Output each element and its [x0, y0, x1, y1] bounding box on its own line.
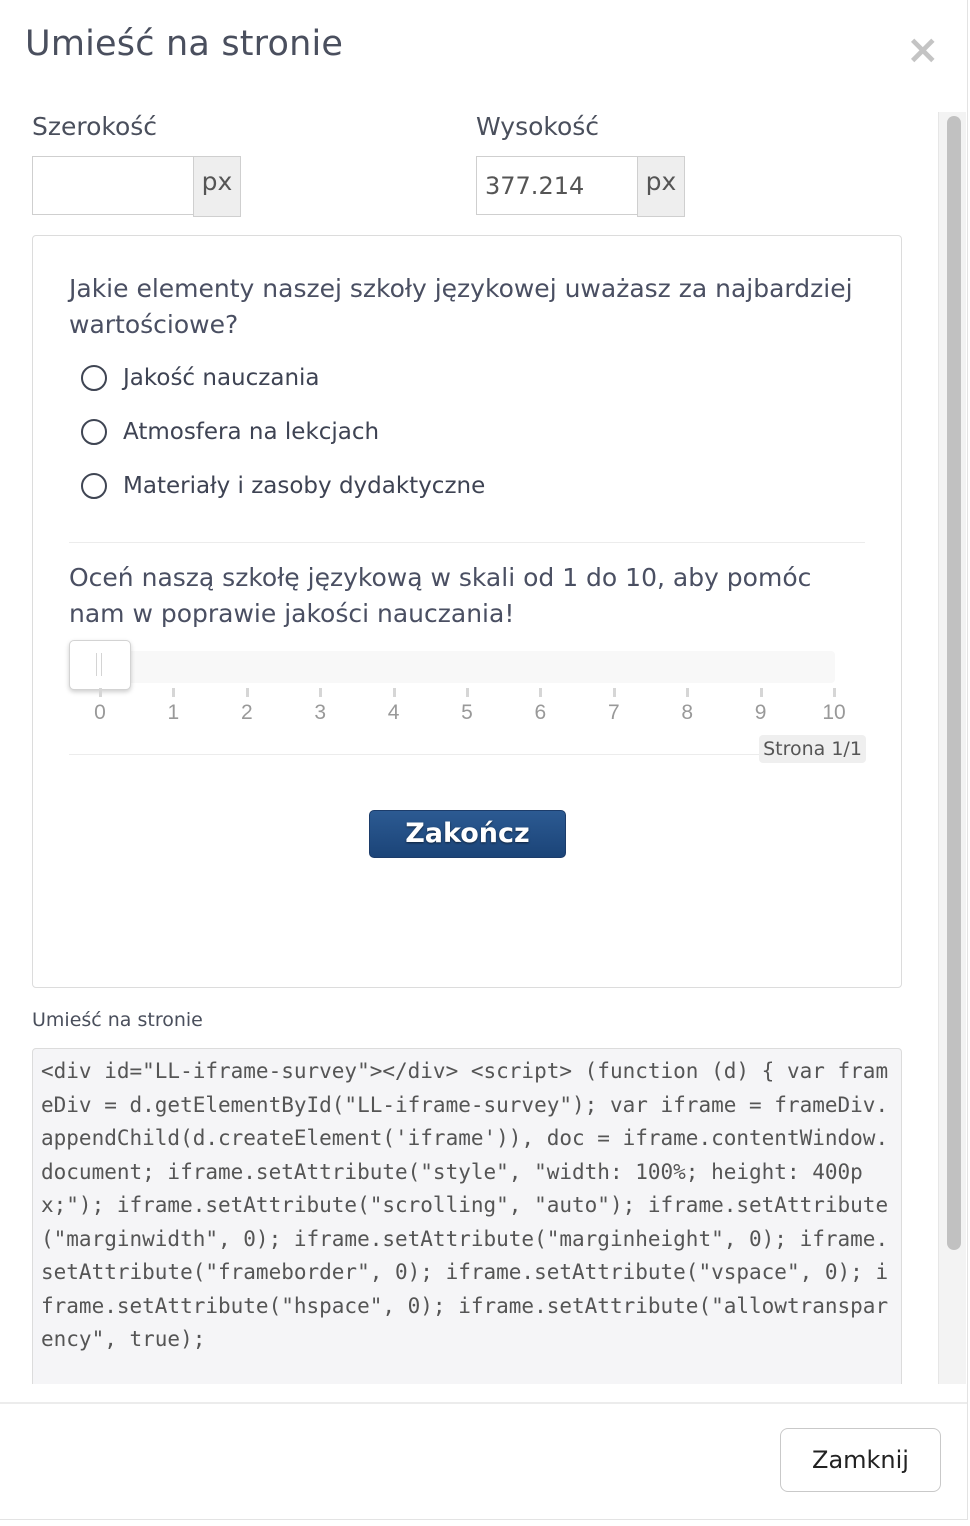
close-button[interactable]: Zamknij	[780, 1428, 941, 1492]
slider-tick-label: 9	[754, 701, 767, 724]
slider-tick-label: 5	[461, 701, 473, 724]
slider-tick-label: 10	[822, 701, 846, 724]
divider	[69, 542, 865, 543]
close-icon[interactable]: ×	[906, 27, 940, 73]
slider-tick	[172, 688, 175, 697]
grip-line	[96, 653, 97, 676]
page-indicator: Strona 1/1	[759, 735, 866, 763]
radio-option-1[interactable]	[81, 363, 320, 393]
modal-body	[0, 92, 940, 1384]
slider-tick	[246, 688, 249, 697]
slider-tick-label: 8	[681, 701, 694, 724]
option-label: Atmosfera na lekcjach	[123, 419, 380, 445]
slider-tick-label: 1	[167, 701, 180, 724]
slider-tick-label: 6	[534, 701, 547, 724]
height-unit-addon: px	[637, 156, 685, 217]
embed-code-textarea[interactable]: <div id="LL-iframe-survey"></div> <script> (function (d) { var frameDiv = d.getElementById("LL-iframe-survey"); var iframe = frameDiv.appendChild(d.createElement('iframe')), doc = iframe.contentWindow.document; iframe.setAttribute("style", "width: 100%; height: 400px;"); iframe.setAttribute("scrolling", "auto"); iframe.setAttribute("marginwidth", 0); iframe.setAttribute("marginheight", 0); iframe.setAttribute("frameborder", 0); iframe.setAttribute("vspace", 0); iframe.setAttribute("hspace", 0); iframe.setAttribute("allowtransparency", true);	[32, 1048, 902, 1384]
slider-tick-label: 2	[240, 701, 253, 724]
rating-slider-track[interactable]	[69, 651, 835, 683]
radio-option-3[interactable]	[81, 471, 485, 501]
slider-tick-label: 4	[387, 701, 400, 724]
height-label: Wysokość	[476, 112, 600, 141]
scrollbar[interactable]	[938, 112, 966, 1384]
modal-title: Umieść na stronie	[25, 24, 344, 64]
radio-button[interactable]	[81, 473, 107, 499]
slider-tick	[466, 688, 469, 697]
embed-code-label: Umieść na stronie	[32, 1009, 203, 1031]
slider-tick	[760, 688, 763, 697]
finish-button[interactable]: Zakończ	[369, 810, 566, 858]
survey-preview	[32, 235, 902, 988]
slider-tick	[613, 688, 616, 697]
radio-option-2[interactable]	[81, 417, 379, 447]
slider-tick-label: 0	[94, 701, 106, 724]
width-unit-addon: px	[193, 156, 241, 217]
slider-tick	[319, 688, 322, 697]
rating-slider-handle[interactable]	[69, 640, 131, 690]
radio-button[interactable]	[81, 419, 107, 445]
modal-footer	[0, 1402, 968, 1520]
height-input[interactable]	[476, 156, 638, 215]
slider-tick	[686, 688, 689, 697]
option-label: Materiały i zasoby dydaktyczne	[123, 473, 486, 499]
divider	[69, 754, 865, 755]
option-label: Jakość nauczania	[123, 365, 320, 391]
question-2: Oceń naszą szkołę językową w skali od 1 do 10, aby pomóc nam w poprawie jakości nauczania!	[69, 563, 812, 628]
width-label: Szerokość	[32, 112, 158, 141]
slider-tick-label: 7	[607, 701, 620, 724]
grip-line	[101, 653, 102, 676]
slider-tick-label: 3	[314, 701, 327, 724]
slider-tick	[539, 688, 542, 697]
slider-tick	[833, 688, 836, 697]
scrollbar-thumb[interactable]	[947, 116, 961, 1250]
width-input[interactable]	[32, 156, 194, 215]
radio-button[interactable]	[81, 365, 107, 391]
question-1: Jakie elementy naszej szkoły językowej uważasz za najbardziej wartościowe?	[69, 274, 853, 339]
slider-tick	[393, 688, 396, 697]
slider-tick	[99, 688, 102, 697]
